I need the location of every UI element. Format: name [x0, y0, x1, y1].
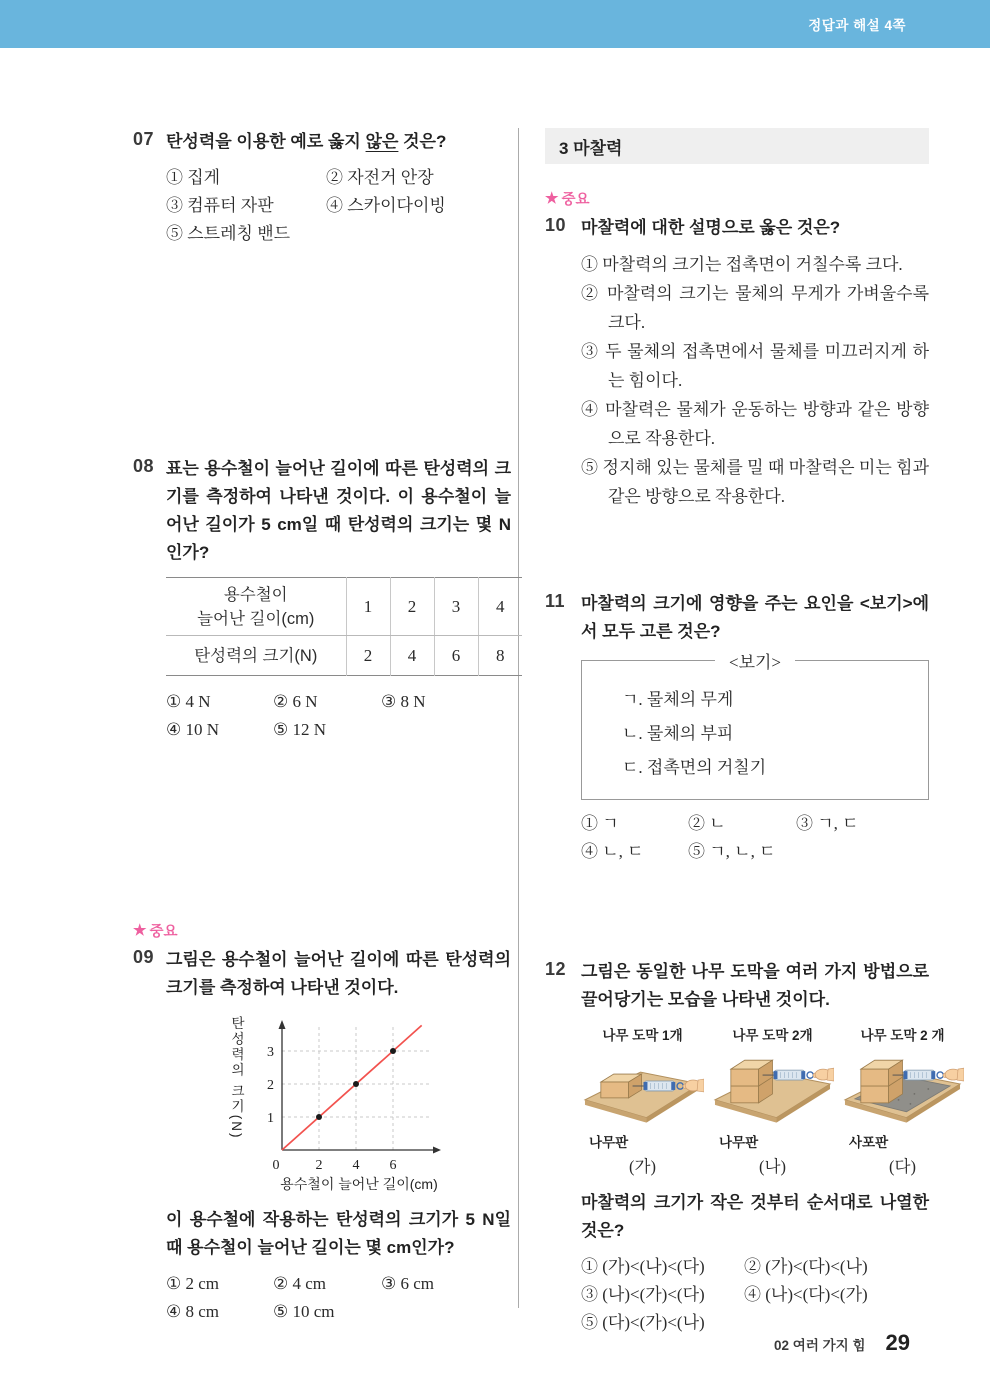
option-1: ① ㄱ — [581, 814, 619, 833]
graph-x-axis-label: 용수철이 늘어난 길이(cm) — [280, 1176, 438, 1192]
question-title: 마찰력에 대한 설명으로 옳은 것은? — [581, 218, 841, 237]
option-5: ⑤ 스트레칭 밴드 — [166, 224, 291, 243]
importance-marker — [133, 920, 511, 940]
options — [581, 810, 929, 866]
figure-caption: (다) — [889, 1157, 916, 1176]
graph-canvas — [246, 1014, 442, 1176]
x-tick-label: 0 — [272, 1158, 280, 1173]
table-header-cell: 탄성력의 크기(N) — [194, 646, 318, 665]
table-cell: 2 — [390, 578, 434, 636]
option-1: ① 집게 — [166, 168, 221, 187]
bogi-item-3: ㄷ. 접촉면의 거칠기 — [622, 758, 767, 777]
importance-label: 중요 — [561, 191, 590, 208]
table-cell: 4 — [390, 636, 434, 676]
option-4: ④ 스카이다이빙 — [326, 196, 446, 215]
question-title: 탄성력을 이용한 예로 옳지 않은 것은? — [166, 132, 447, 151]
wood-block — [731, 1086, 759, 1103]
option-4: ④ 10 N — [166, 720, 220, 739]
question-title: 그림은 용수철이 늘어난 길이에 따른 탄성력의 크기를 측정하여 나타낸 것이다. — [166, 950, 511, 997]
options — [166, 688, 511, 744]
page-footer — [774, 1330, 910, 1356]
importance-marker — [545, 188, 929, 208]
option-2: ② 자전거 안장 — [326, 168, 434, 187]
question-title: 마찰력의 크기에 영향을 주는 요인을 <보기>에서 모두 고른 것은? — [581, 594, 929, 641]
option-3: ③ ㄱ, ㄷ — [796, 814, 859, 833]
option-5: ⑤ 정지해 있는 물체를 밀 때 마찰력은 미는 힘과 같은 방향으로 작용한다. — [581, 458, 929, 506]
options — [166, 164, 511, 248]
question-title: 표는 용수철이 늘어난 길이에 따른 탄성력의 크기를 측정하여 나타낸 것이다. 이 용수철이 늘어난 길이가 5 cm일 때 탄성력의 크기는 몇 N인가? — [166, 459, 511, 562]
bogi-item-2: ㄴ. 물체의 부피 — [622, 724, 734, 743]
option-2: ② 4 cm — [273, 1274, 327, 1293]
option-1: ① 마찰력의 크기는 접촉면이 거칠수록 크다. — [581, 255, 903, 274]
wood-block — [861, 1086, 889, 1103]
question-number: 11 — [545, 591, 566, 611]
underlined-word: 않은 — [365, 132, 399, 151]
option-4: ④ (나)<(다)<(가) — [744, 1285, 868, 1304]
section-title: 3 마찰력 — [559, 138, 623, 158]
surface-label: 나무판 — [719, 1135, 759, 1150]
surface-label: 나무판 — [589, 1135, 629, 1150]
data-point — [316, 1114, 322, 1120]
options — [581, 250, 929, 511]
figure-da — [841, 1024, 964, 1177]
answer-reference-label: 정답과 해설 4쪽 — [808, 18, 906, 33]
table-cell: 1 — [346, 578, 390, 636]
y-axis-arrow — [279, 1020, 286, 1029]
question-07 — [133, 128, 511, 248]
option-3: ③ 두 물체의 접촉면에서 물체를 미끄러지게 하는 힘이다. — [581, 342, 929, 390]
question-number: 10 — [545, 215, 567, 235]
option-4: ④ 마찰력은 물체가 운동하는 방향과 같은 방향으로 작용한다. — [581, 400, 929, 448]
table-cell: 4 — [478, 578, 522, 636]
figure-ga-illustration — [581, 1042, 704, 1126]
question-12 — [545, 958, 945, 1337]
column-divider — [518, 128, 519, 1308]
option-5: ⑤ 12 N — [273, 720, 327, 739]
option-5: ⑤ ㄱ, ㄴ, ㄷ — [688, 842, 776, 861]
question-08 — [133, 455, 511, 744]
data-line — [282, 1025, 422, 1150]
table-cell: 3 — [434, 578, 478, 636]
question-number: 07 — [133, 129, 155, 149]
importance-label: 중요 — [149, 923, 178, 940]
figure-na — [711, 1024, 834, 1177]
option-1: ① 2 cm — [166, 1274, 220, 1293]
left-column — [133, 128, 511, 1326]
experiment-figures — [581, 1024, 945, 1177]
figure-na-illustration — [711, 1042, 834, 1126]
options — [166, 1270, 511, 1326]
surface-label: 사포판 — [849, 1135, 889, 1150]
block-count-label: 나무 도막 2 개 — [860, 1028, 945, 1043]
option-1: ① 4 N — [166, 692, 211, 711]
option-3: ③ 컴퓨터 자판 — [166, 196, 274, 215]
question-number: 12 — [545, 959, 567, 979]
options — [581, 1253, 929, 1337]
top-banner — [0, 0, 990, 48]
figure-caption: (가) — [629, 1157, 656, 1176]
question-subtext: 이 용수철에 작용하는 탄성력의 크기가 5 N일 때 용수철이 늘어난 길이는 몇 cm인가? — [166, 1210, 511, 1257]
spring-scale — [644, 1081, 674, 1091]
data-point — [390, 1048, 396, 1054]
block-count-label: 나무 도막 2개 — [732, 1028, 813, 1043]
question-09 — [133, 946, 511, 1326]
figure-ga — [581, 1024, 704, 1177]
figure-caption: (나) — [759, 1157, 786, 1176]
data-point — [353, 1081, 359, 1087]
bogi-box — [581, 653, 929, 800]
question-number: 08 — [133, 456, 155, 476]
star-icon: ★ — [133, 921, 147, 939]
bogi-item-1: ㄱ. 물체의 무게 — [622, 690, 734, 709]
table-cell: 2 — [346, 636, 390, 676]
option-4: ④ ㄴ, ㄷ — [581, 842, 644, 861]
option-4: ④ 8 cm — [166, 1302, 220, 1321]
scale-ring — [937, 1072, 943, 1078]
x-tick-label: 6 — [389, 1158, 397, 1173]
option-2: ② 마찰력의 크기는 물체의 무게가 가벼울수록 크다. — [581, 284, 929, 332]
question-number: 09 — [133, 947, 155, 967]
y-tick-label: 1 — [267, 1111, 274, 1126]
elastic-force-graph — [226, 1014, 511, 1176]
graph-y-axis-label: 탄성력의 크기(N) — [229, 1016, 244, 1140]
option-3: ③ (나)<(가)<(다) — [581, 1285, 705, 1304]
page-number: 29 — [885, 1330, 910, 1355]
spring-data-table — [166, 577, 522, 676]
spring-scale — [904, 1070, 934, 1080]
chapter-label: 02 여러 가지 힘 — [774, 1338, 866, 1353]
option-2: ② (가)<(다)<(나) — [744, 1257, 868, 1276]
option-3: ③ 8 N — [381, 692, 426, 711]
option-2: ② ㄴ — [688, 814, 726, 833]
figure-da-illustration — [841, 1042, 964, 1126]
right-column — [545, 128, 945, 1337]
section-header — [545, 128, 929, 164]
option-3: ③ 6 cm — [381, 1274, 435, 1293]
block-count-label: 나무 도막 1개 — [602, 1028, 683, 1043]
question-11 — [545, 590, 929, 866]
option-5: ⑤ 10 cm — [273, 1302, 335, 1321]
table-header-cell: 용수철이 늘어난 길이(cm) — [166, 578, 346, 636]
y-tick-label: 2 — [267, 1078, 274, 1093]
table-cell: 6 — [434, 636, 478, 676]
x-axis-arrow — [433, 1147, 441, 1154]
option-5: ⑤ (다)<(가)<(나) — [581, 1313, 705, 1332]
x-tick-label: 2 — [315, 1158, 323, 1173]
question-subtext: 마찰력의 크기가 작은 것부터 순서대로 나열한 것은? — [581, 1193, 929, 1240]
bogi-title: <보기> — [715, 648, 795, 673]
table-cell: 8 — [478, 636, 522, 676]
option-1: ① (가)<(나)<(다) — [581, 1257, 705, 1276]
question-10 — [545, 214, 929, 511]
spring-scale — [774, 1070, 804, 1080]
scale-ring — [807, 1072, 813, 1078]
y-tick-label: 3 — [267, 1045, 274, 1060]
option-2: ② 6 N — [273, 692, 318, 711]
question-title: 그림은 동일한 나무 도막을 여러 가지 방법으로 끌어당기는 모습을 나타낸 것이다. — [581, 962, 929, 1009]
star-icon: ★ — [545, 189, 559, 207]
x-tick-label: 4 — [352, 1158, 360, 1173]
